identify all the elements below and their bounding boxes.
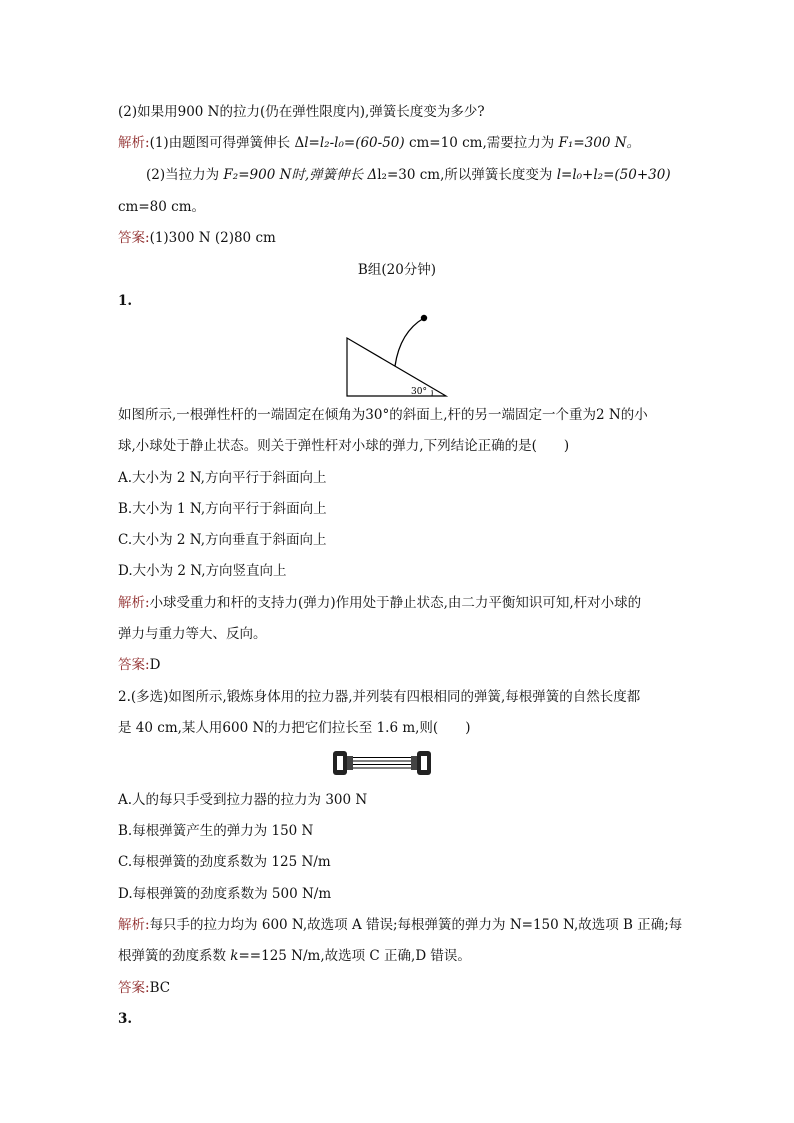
q1-number: 1. (118, 293, 133, 309)
q2-option-b: B.每根弹簧产生的弹力为 150 N (118, 823, 314, 839)
q2-option-c: C.每根弹簧的劲度系数为 125 N/m (118, 854, 331, 870)
answer-label: 答案: (118, 657, 150, 673)
q2-answer-line: 答案:BC (118, 980, 171, 996)
q3-number: 3. (118, 1011, 133, 1027)
q2-option-a: A.人的每只手受到拉力器的拉力为 300 N (118, 792, 368, 808)
q1-analysis-line-1: 解析:小球受重力和杆的支持力(弹力)作用处于静止状态,由二力平衡知识可知,杆对小球的 (118, 595, 642, 611)
answer-line: 答案:(1)300 N (2)80 cm (118, 230, 276, 246)
incline-rod-ball-figure (340, 310, 460, 400)
q1-answer-line: 答案:D (118, 657, 161, 673)
chest-expander-figure (330, 748, 434, 778)
answer-label: 答案: (118, 980, 150, 996)
analysis-line-2: (2)当拉力为 F₂=900 N时,弹簧伸长 Δl₂=30 cm,所以弹簧长度变为 l=l₀+l₂=(50+30) (146, 167, 671, 183)
analysis-label: 解析: (118, 595, 150, 611)
q1-option-c: C.大小为 2 N,方向垂直于斜面向上 (118, 532, 327, 548)
q1-option-d: D.大小为 2 N,方向竖直向上 (118, 563, 287, 579)
q2-analysis-line-2: 根弹簧的劲度系数 k==125 N/m,故选项 C 正确,D 错误。 (118, 948, 471, 964)
q1-stem-line-2: 球,小球处于静止状态。则关于弹性杆对小球的弹力,下列结论正确的是( ) (118, 438, 570, 454)
analysis-line-1: 解析:(1)由题图可得弹簧伸长 Δl=l₂-l₀=(60-50) cm=10 cm,需要拉力为 F₁=300 N。 (118, 135, 641, 151)
springs (353, 758, 411, 769)
q1-stem-line-1: 如图所示,一根弹性杆的一端固定在倾角为30°的斜面上,杆的另一端固定一个重为2 N的小 (118, 407, 648, 423)
q2-stem-line-1: 2.(多选)如图所示,锻炼身体用的拉力器,并列装有四根相同的弹簧,每根弹簧的自然长度都 (118, 689, 641, 705)
analysis-line-3: cm=80 cm。 (118, 199, 206, 215)
q1-analysis-line-2: 弹力与重力等大、反向。 (118, 626, 267, 642)
answer-label: 答案: (118, 230, 150, 246)
analysis-label: 解析: (118, 917, 150, 933)
q2-analysis-line-1: 解析:每只手的拉力均为 600 N,故选项 A 错误;每根弹簧的弹力为 N=150 N,故选项 B 正确;每 (118, 917, 683, 933)
ball (421, 315, 427, 321)
angle-label: 30° (411, 387, 427, 397)
elastic-rod (395, 318, 424, 366)
q2-option-d: D.每根弹簧的劲度系数为 500 N/m (118, 886, 332, 902)
q1-option-a: A.大小为 2 N,方向平行于斜面向上 (118, 470, 327, 486)
incline-triangle (347, 338, 446, 396)
group-b-title: B组(20分钟) (357, 262, 437, 278)
q1-option-b: B.大小为 1 N,方向平行于斜面向上 (118, 501, 327, 517)
question-2-text: (2)如果用900 N的拉力(仍在弹性限度内),弹簧长度变为多少? (118, 104, 485, 120)
analysis-label: 解析: (118, 135, 150, 151)
q2-stem-line-2: 是 40 cm,某人用600 N的力把它们拉长至 1.6 m,则( ) (118, 720, 471, 736)
